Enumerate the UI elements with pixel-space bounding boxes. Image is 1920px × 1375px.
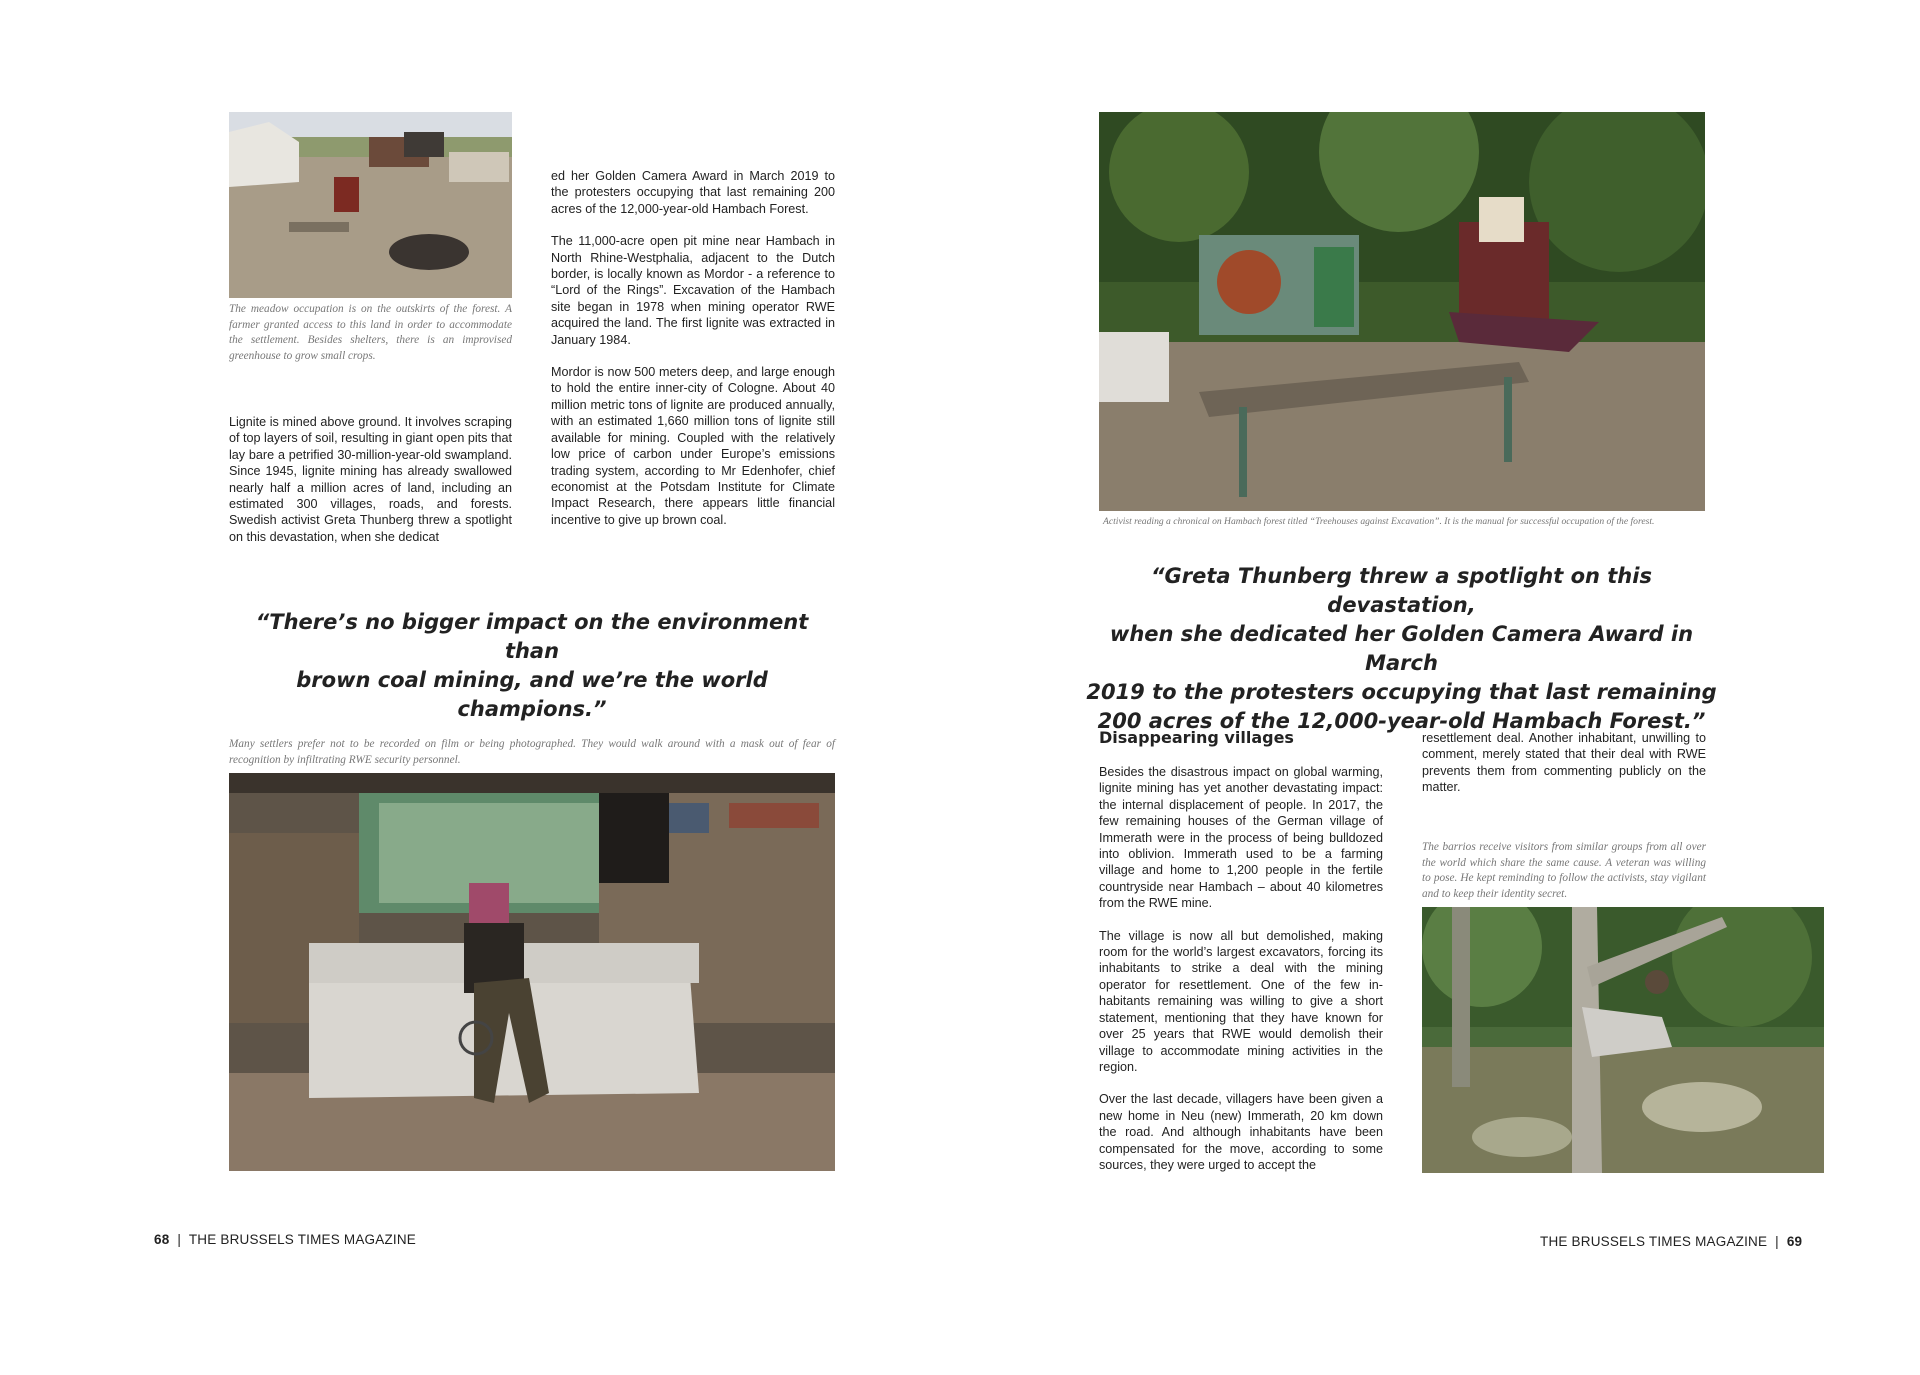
right-column-1-paragraph-2: The village is now all but demolished, making room for the world’s largest excavators, forcing its inhabitants to strike a deal with the mining operator for resettlement. One of the few inhabitants remaining was willing to give a short statement, mentioning that they have known for over 25 years that RWE would demolish their village to accommodate mining activities in the region. — [1099, 928, 1383, 1074]
left-folio — [154, 1232, 416, 1247]
right-magazine-name: THE BRUSSELS TIMES MAGAZINE — [1540, 1234, 1768, 1249]
section-heading: Disappearing villages — [1099, 728, 1294, 747]
left-folio-separator: | — [177, 1232, 182, 1247]
left-pull-quote-line-1: “There’s no bigger impact on the environment than — [255, 610, 809, 663]
right-pull-quote-line-2: when she dedicated her Golden Camera Award in March — [1109, 622, 1694, 675]
left-column-2 — [551, 168, 835, 544]
left-column-1-text: Lignite is mined above ground. It involves scraping of top layers of soil, resulting in giant open pits that lay bare a petrified 30-million-year-old swampland. Since 1945, lignite mining has already swallowed nearly half a million acres of land, including an estimated 300 villages, roads, and forests. Swedish activist Greta Thunberg threw a spotlight on this devastation, when she dedicat — [229, 415, 512, 544]
left-pull-quote — [229, 608, 835, 724]
masked-settler-interior-photo — [229, 773, 835, 1171]
right-pull-quote-line-4: 200 acres of the 12,000-year-old Hambach Forest.” — [1097, 709, 1706, 733]
veteran-hammock-photo — [1422, 907, 1824, 1173]
left-column-2-paragraph-2: The 11,000-acre open pit mine near Hambach in North Rhine-Westphalia, adjacent to the Dutch border, is locally known as Mordor - a reference to “Lord of the Rings”. Excavation of the Hambach site began in 1978 when mining operator RWE acquired the land. The first lignite was extracted in January 1984. — [551, 234, 835, 347]
right-column-2-text: resettlement deal. Another inhabitant, unwilling to comment, merely stated that their deal with RWE prevents them from commenting publicly on the matter. — [1422, 731, 1706, 795]
meadow-occupation-photo — [229, 112, 512, 298]
left-magazine-name: THE BRUSSELS TIMES MAGAZINE — [188, 1232, 417, 1247]
right-column-1-paragraph-1: Besides the disastrous impact on global warming, lignite mining has yet another devastating impact: the internal displacement of people. In 2017, the few remaining houses of the German village of Immerath were in the process of being bulldozed into oblivion. Immerath used to be a farming village and home to 1,200 people in the fertile countryside near Hambach – about 40 kilometres from the RWE mine. — [1099, 765, 1383, 911]
right-column-1 — [1099, 764, 1383, 1189]
right-pull-quote-line-1: “Greta Thunberg threw a spotlight on this devastation, — [1151, 564, 1652, 617]
left-page-number: 68 — [154, 1232, 170, 1247]
right-pull-quote-line-3: 2019 to the protesters occupying that last remaining — [1086, 680, 1717, 704]
left-column-2-paragraph-1: ed her Golden Camera Award in March 2019 to the protesters occupying that last remaining 200 acres of the 12,000-year-old Hambach Forest. — [551, 169, 835, 216]
right-column-1-paragraph-3: Over the last decade, villagers have been given a new home in Neu (new) Immerath, 20 km down the road. And although inhabitants have been compensated for the move, according to some sources, they were urged to accept the — [1099, 1092, 1383, 1172]
right-folio — [1540, 1234, 1802, 1249]
right-page-number: 69 — [1786, 1234, 1803, 1249]
left-pull-quote-line-2: brown coal mining, and we’re the world champions.” — [296, 668, 768, 721]
interior-photo-caption: Many settlers prefer not to be recorded on film or being photographed. They would walk around with a mask out of fear of recognition by infiltrating RWE security personnel. — [229, 738, 835, 766]
right-pull-quote — [1085, 562, 1718, 736]
activist-reading-photo — [1099, 112, 1705, 511]
reader-photo-caption: Activist reading a chronical on Hambach forest titled “Treehouses against Excavation”. It is the manual for successful occupation of the forest. — [1103, 516, 1655, 527]
meadow-photo-caption: The meadow occupation is on the outskirts of the forest. A farmer granted access to this land in order to accommodate the settlement. Besides shelters, there is an improvised greenhouse to grow small crops. — [229, 303, 512, 362]
right-folio-separator: | — [1775, 1234, 1779, 1249]
left-column-2-paragraph-3: Mordor is now 500 meters deep, and large enough to hold the entire inner-city of Cologne. About 40 million metric tons of lignite are produced annually, with an estimated 1,660 million tons of lignite still available for mining. Coupled with the relatively low price of carbon under Europe’s emissions trading system, according to Mr Edenhofer, chief economist at the Potsdam Institute for Climate Impact Research, there appears little financial incentive to give up brown coal. — [551, 365, 835, 527]
hammock-photo-caption: The barrios receive visitors from similar groups from all over the world which share the same cause. A veteran was willing to pose. He kept reminding to follow the activists, stay vigilant and to keep their identity secret. — [1422, 841, 1706, 900]
